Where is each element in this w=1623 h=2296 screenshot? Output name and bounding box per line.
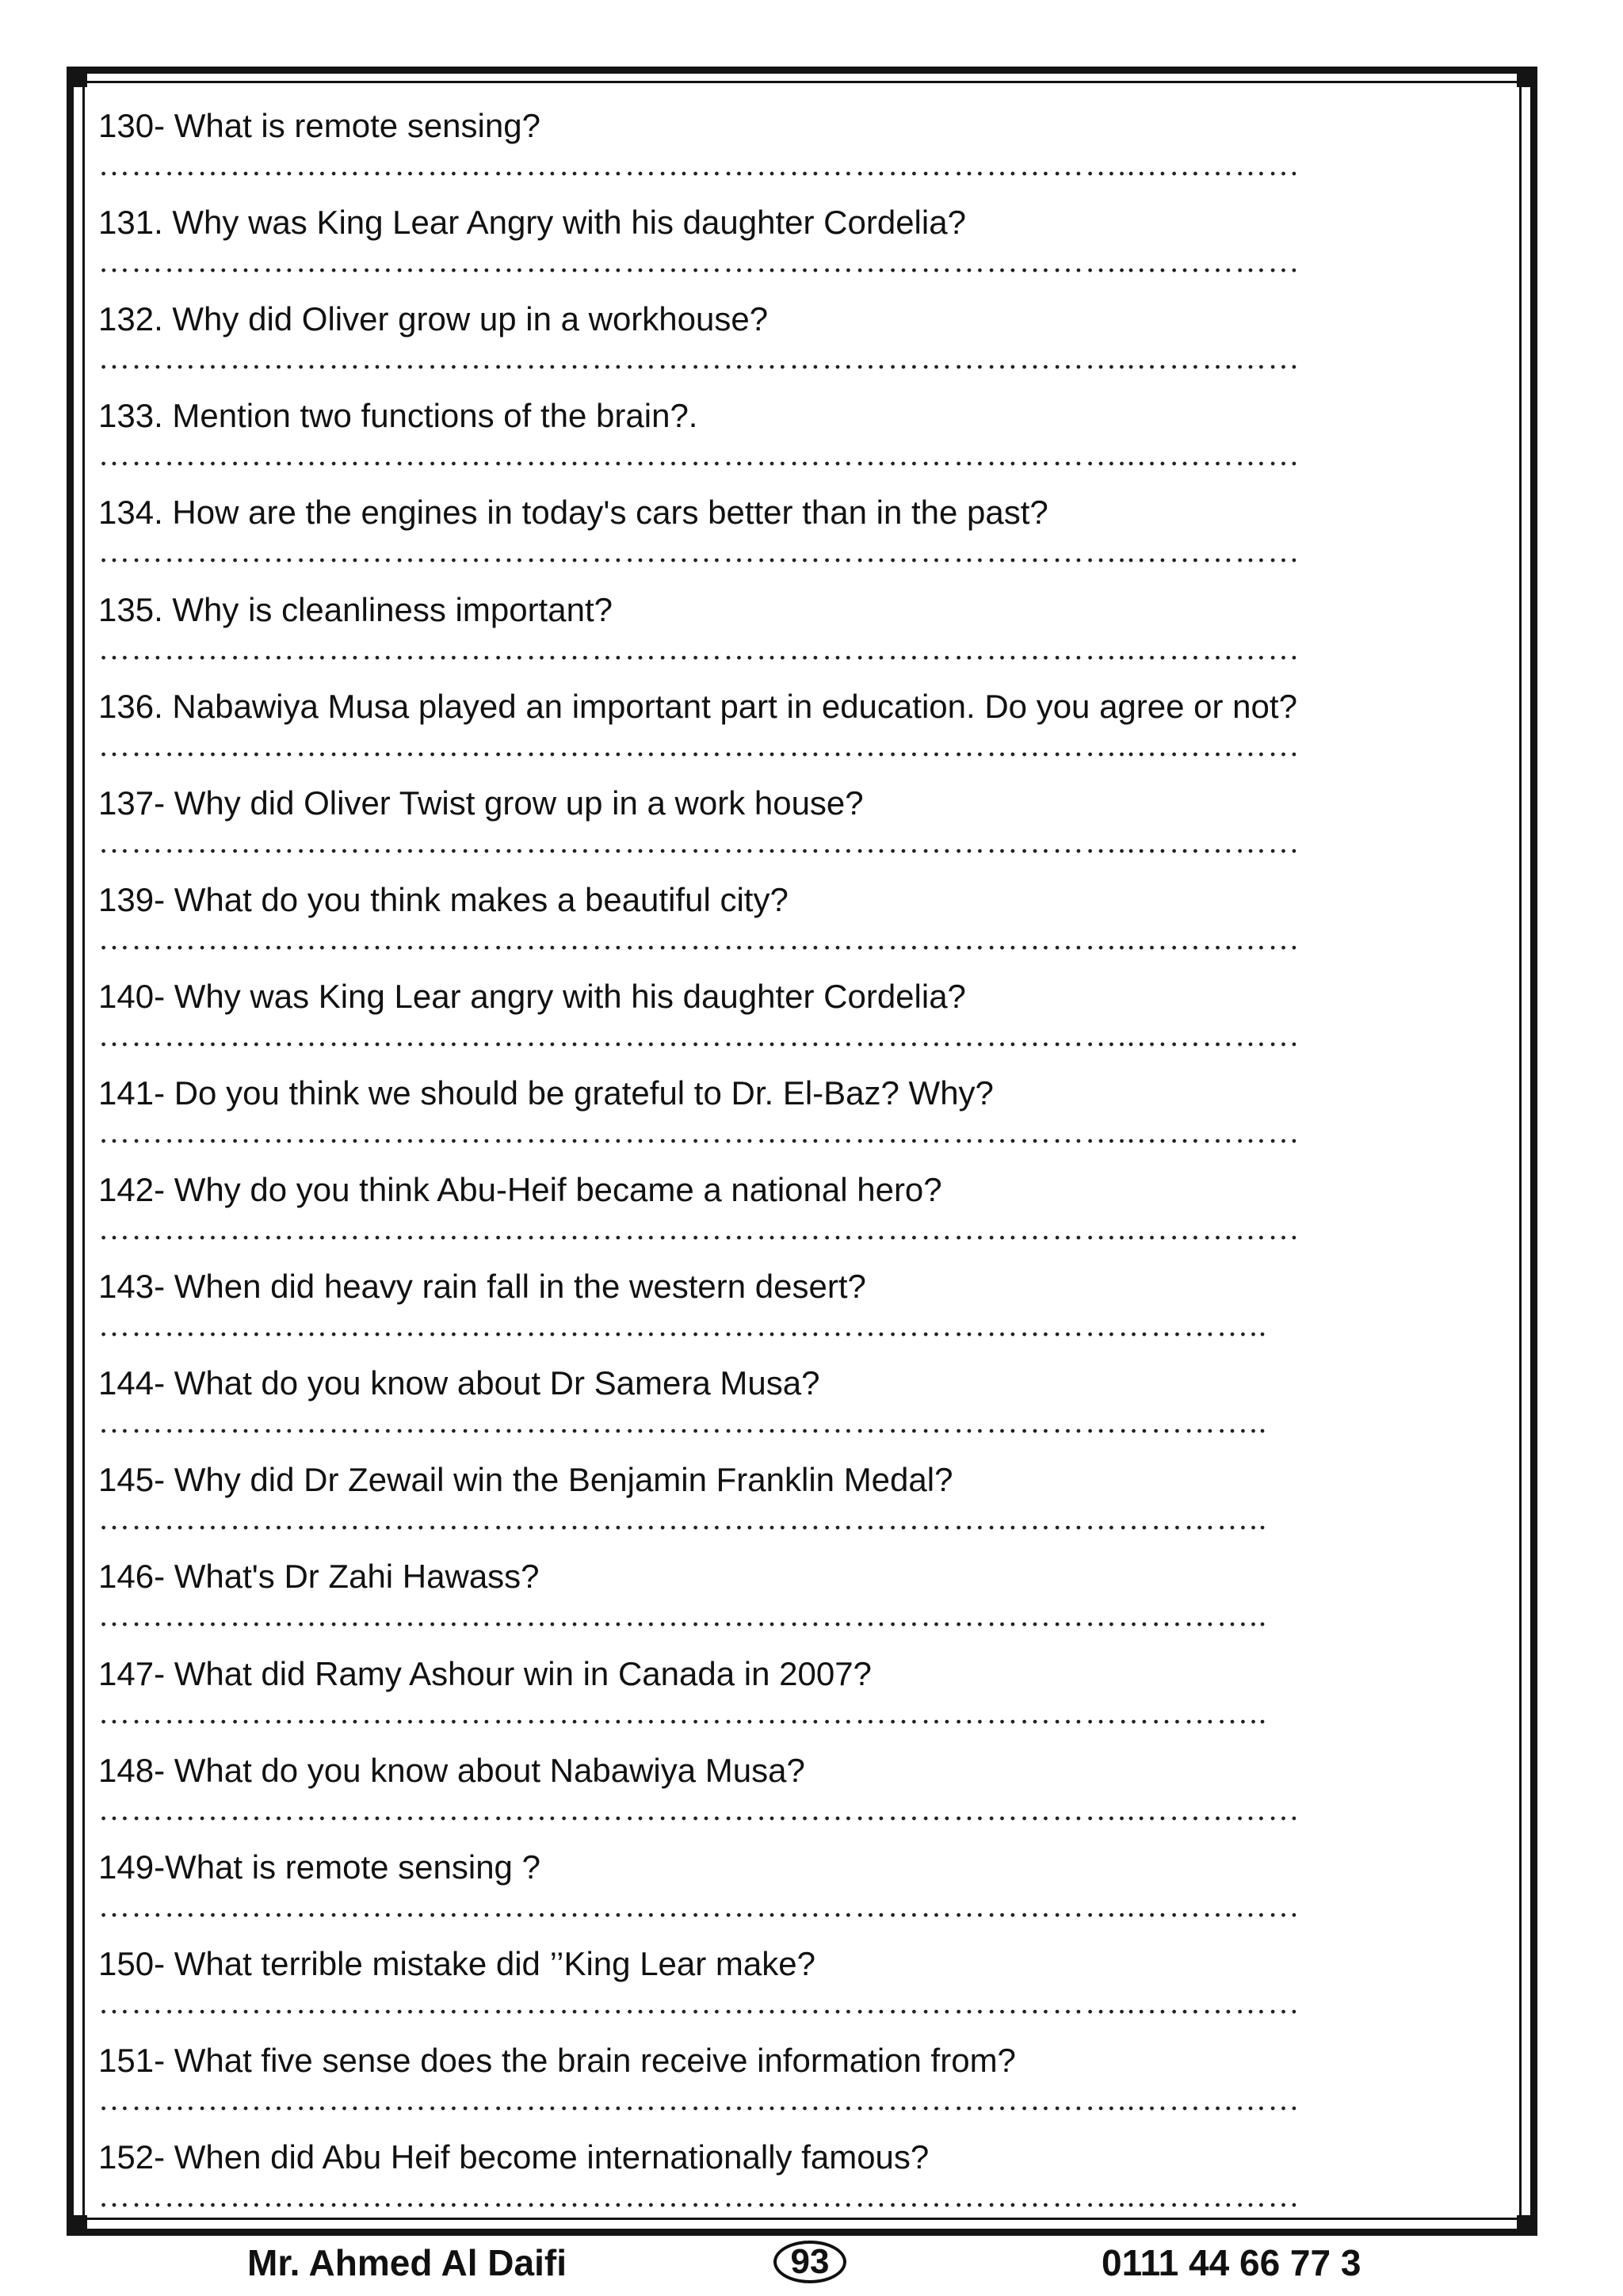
question-text: 131. Why was King Lear Angry with his daughter Cordelia? <box>98 204 966 242</box>
question-item <box>98 771 1501 868</box>
question-item <box>98 1351 1501 1447</box>
question-text: 147- What did Ramy Ashour win in Canada in 2007? <box>98 1654 872 1692</box>
answer-line[interactable]: …………………………………………………………………………………..…………… <box>98 439 1300 471</box>
question-item <box>98 1447 1501 1544</box>
question-text: 148- What do you know about Nabawiya Musa? <box>98 1751 805 1789</box>
answer-line[interactable]: …………………………………………………………………………………..…………… <box>98 826 1300 858</box>
question-list <box>98 93 1501 2222</box>
answer-line[interactable]: …………………………………………………………………………………..…………… <box>98 149 1300 181</box>
answer-line[interactable]: …………………………………………………………………………………………….. <box>98 1600 1268 1632</box>
answer-line[interactable]: …………………………………………………………………………………..…………… <box>98 1890 1300 1922</box>
page-footer <box>0 2239 1623 2286</box>
question-item <box>98 964 1501 1061</box>
answer-line[interactable]: …………………………………………………………………………………..…………… <box>98 246 1300 278</box>
question-text: 135. Why is cleanliness important? <box>98 590 613 628</box>
answer-line[interactable]: …………………………………………………………………………………..…………… <box>98 2180 1300 2213</box>
page-number-badge: 93 <box>773 2241 846 2283</box>
question-text: 136. Nabawiya Musa played an important part in education. Do you agree or not? <box>98 687 1297 725</box>
answer-line[interactable]: …………………………………………………………………………………………….. <box>98 1406 1268 1439</box>
question-text: 151- What five sense does the brain receive information from? <box>98 2041 1016 2079</box>
question-text: 134. How are the engines in today's cars better than in the past? <box>98 494 1048 532</box>
question-text: 132. Why did Oliver grow up in a workhouse? <box>98 300 769 338</box>
question-item <box>98 1544 1501 1641</box>
border-corner <box>67 2215 87 2236</box>
question-text: 150- What terrible mistake did ’’King Lear make? <box>98 1944 815 1982</box>
question-text: 142- Why do you think Abu-Heif became a national hero? <box>98 1171 942 1209</box>
answer-line[interactable]: …………………………………………………………………………………………….. <box>98 1310 1268 1342</box>
question-text: 143- When did heavy rain fall in the western desert? <box>98 1268 866 1306</box>
answer-line[interactable]: …………………………………………………………………………………..…………… <box>98 1116 1300 1148</box>
question-item <box>98 383 1501 480</box>
question-item <box>98 1835 1501 1932</box>
answer-line[interactable]: …………………………………………………………………………………..…………… <box>98 632 1300 665</box>
question-item <box>98 1158 1501 1254</box>
answer-line[interactable]: …………………………………………………………………………………………….. <box>98 1503 1268 1535</box>
question-text: 144- What do you know about Dr Samera Musa? <box>98 1364 820 1402</box>
border-corner <box>1517 2215 1537 2236</box>
answer-line[interactable]: …………………………………………………………………………………..…………… <box>98 1986 1300 2019</box>
question-item <box>98 480 1501 577</box>
answer-line[interactable]: …………………………………………………………………………………..…………… <box>98 342 1300 375</box>
question-item <box>98 93 1501 190</box>
question-item <box>98 868 1501 964</box>
question-text: 139- What do you think makes a beautiful city? <box>98 880 789 918</box>
phone-number: 0111 44 66 77 3 <box>1102 2242 1361 2283</box>
answer-line[interactable]: …………………………………………………………………………………..…………… <box>98 1793 1300 1825</box>
question-text: 130- What is remote sensing? <box>98 107 540 145</box>
question-item <box>98 2028 1501 2125</box>
question-item <box>98 1254 1501 1351</box>
question-item <box>98 1642 1501 1738</box>
question-text: 140- Why was King Lear angry with his daughter Cordelia? <box>98 977 966 1015</box>
border-corner <box>1517 67 1537 87</box>
question-item <box>98 1932 1501 2028</box>
question-item <box>98 287 1501 383</box>
question-item <box>98 190 1501 287</box>
answer-line[interactable]: …………………………………………………………………………………..…………… <box>98 1019 1300 1051</box>
question-text: 149-What is remote sensing ? <box>98 1848 540 1886</box>
question-text: 152- When did Abu Heif become internationally famous? <box>98 2138 930 2176</box>
question-item <box>98 674 1501 771</box>
border-corner <box>67 67 87 87</box>
answer-line[interactable]: …………………………………………………………………………………..…………… <box>98 922 1300 955</box>
question-text: 141- Do you think we should be grateful to Dr. El-Baz? Why? <box>98 1074 994 1112</box>
question-text: 146- What's Dr Zahi Hawass? <box>98 1558 540 1596</box>
question-item <box>98 577 1501 673</box>
answer-line[interactable]: …………………………………………………………………………………..…………… <box>98 729 1300 761</box>
question-text: 137- Why did Oliver Twist grow up in a work house? <box>98 784 864 822</box>
question-text: 133. Mention two functions of the brain?. <box>98 397 698 435</box>
question-item <box>98 1738 1501 1835</box>
question-item <box>98 2125 1501 2222</box>
author-name: Mr. Ahmed Al Daifi <box>247 2242 567 2283</box>
answer-line[interactable]: …………………………………………………………………………………………….. <box>98 1696 1268 1729</box>
answer-line[interactable]: …………………………………………………………………………………..…………… <box>98 536 1300 568</box>
question-text: 145- Why did Dr Zewail win the Benjamin Franklin Medal? <box>98 1461 953 1499</box>
answer-line[interactable]: …………………………………………………………………………………..…………… <box>98 1213 1300 1245</box>
answer-line[interactable]: …………………………………………………………………………………..…………… <box>98 2083 1300 2115</box>
question-item <box>98 1061 1501 1158</box>
